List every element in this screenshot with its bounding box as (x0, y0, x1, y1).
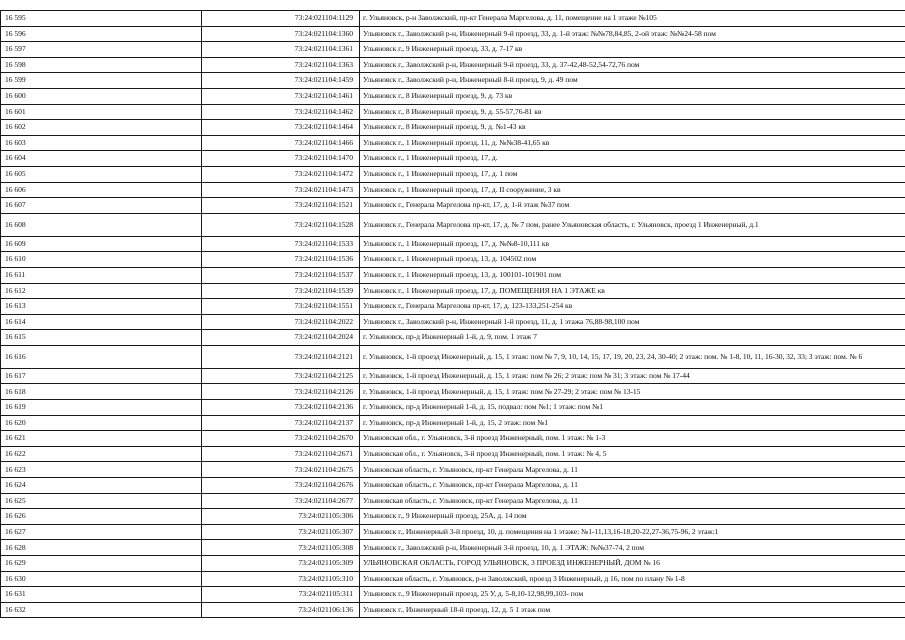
row-number-cell: 16 612 (1, 283, 202, 299)
address-cell: Ульяновская обл., г. Ульяновск, 3-й проезд Инженерный, пом. 1 этаж: № 1-3 (360, 431, 905, 447)
cadastral-number-cell: 73:24:021104:1528 (202, 213, 360, 236)
address-cell: г. Ульяновск, пр-д Инженерный 1-й, д. 15, 2 этаж: пом №1 (360, 415, 905, 431)
table-row (1, 400, 905, 416)
cadastral-number-cell: 73:24:021104:1361 (202, 42, 360, 58)
address-cell: Ульяновск г., 1 Инженерный проезд, 17, д. (360, 151, 905, 167)
address-cell: Ульяновск г., 1 Инженерный проезд, 13, д. 104502 пом (360, 252, 905, 268)
row-number-cell: 16 622 (1, 446, 202, 462)
cadastral-number-cell: 73:24:021104:1536 (202, 252, 360, 268)
table-row (1, 540, 905, 556)
cadastral-number-cell: 73:24:021104:1533 (202, 236, 360, 252)
row-number-cell: 16 620 (1, 415, 202, 431)
row-number-cell: 16 608 (1, 213, 202, 236)
cadastral-number-cell: 73:24:021104:1129 (202, 11, 360, 27)
table-row (1, 26, 905, 42)
cadastral-number-cell: 73:24:021105:311 (202, 587, 360, 603)
table-row (1, 509, 905, 525)
address-cell: Ульяновск г., Заволжский р-н, Инженерный 8-й проезд, 9, д. 49 пом (360, 73, 905, 89)
row-number-cell: 16 602 (1, 120, 202, 136)
table-row (1, 368, 905, 384)
address-cell: Ульяновская область, г. Ульяновск, пр-кт Генерала Маргелова, д. 11 (360, 478, 905, 494)
row-number-cell: 16 626 (1, 509, 202, 525)
table-row (1, 384, 905, 400)
row-number-cell: 16 611 (1, 267, 202, 283)
cadastral-number-cell: 73:24:021104:1521 (202, 198, 360, 214)
cadastral-number-cell: 73:24:021104:1360 (202, 26, 360, 42)
address-cell: Ульяновская обл., г. Ульяновск, 3-й проезд Инженерный, пом. 1 этаж: № 4, 5 (360, 446, 905, 462)
address-cell: Ульяновск г., 1 Инженерный проезд, 13, д. 100101-101901 пом (360, 267, 905, 283)
row-number-cell: 16 621 (1, 431, 202, 447)
row-number-cell: 16 610 (1, 252, 202, 268)
address-cell: Ульяновск г., Заволжский р-н, Инженерный 9-й проезд, 33, д. 37-42,48-52,54-72,76 пом (360, 57, 905, 73)
row-number-cell: 16 595 (1, 11, 202, 27)
table-row (1, 267, 905, 283)
cadastral-number-cell: 73:24:021104:2126 (202, 384, 360, 400)
cadastral-number-cell: 73:24:021104:1473 (202, 182, 360, 198)
address-cell: г. Ульяновск, 1-й проезд Инженерный, д. 15, 1 этаж: пом № 26; 2 этаж: пом № 31; 3 этаж: пом № 17-44 (360, 368, 905, 384)
address-cell: Ульяновск г., Заволжский р-н, Инженерный 3-й проезд, 10, д. 1 ЭТАЖ: №№37-74, 2 пом (360, 540, 905, 556)
row-number-cell: 16 613 (1, 299, 202, 315)
cadastral-number-cell: 73:24:021104:1472 (202, 166, 360, 182)
cadastral-number-cell: 73:24:021104:2670 (202, 431, 360, 447)
table-row (1, 446, 905, 462)
address-cell: Ульяновск г., 1 Инженерный проезд, 17, д. ПОМЕЩЕНИЯ НА 1 ЭТАЖЕ кв (360, 283, 905, 299)
cadastral-number-cell: 73:24:021105:310 (202, 571, 360, 587)
table-row (1, 556, 905, 572)
cadastral-number-cell: 73:24:021105:307 (202, 524, 360, 540)
cadastral-number-cell: 73:24:021104:2677 (202, 493, 360, 509)
row-number-cell: 16 628 (1, 540, 202, 556)
row-number-cell: 16 632 (1, 602, 202, 618)
row-number-cell: 16 614 (1, 314, 202, 330)
address-cell: Ульяновская область, г. Ульяновск, р-н Заволжский, проезд 3 Инженерный, д 16, пом по плану № 1-8 (360, 571, 905, 587)
cadastral-number-cell: 73:24:021104:1551 (202, 299, 360, 315)
table-row (1, 151, 905, 167)
table-row (1, 135, 905, 151)
address-cell: г. Ульяновск, пр-д Инженерный 1-й, д. 15, подвал: пом №1; 1 этаж: пом №1 (360, 400, 905, 416)
row-number-cell: 16 597 (1, 42, 202, 58)
cadastral-number-cell: 73:24:021105:306 (202, 509, 360, 525)
row-number-cell: 16 627 (1, 524, 202, 540)
address-cell: Ульяновск г., 1 Инженерный проезд, 17, д. №№8-10,111 кв (360, 236, 905, 252)
address-cell: Ульяновск г., 9 Инженерный проезд, 33, д. 7-17 кв (360, 42, 905, 58)
row-number-cell: 16 630 (1, 571, 202, 587)
cadastral-number-cell: 73:24:021104:1537 (202, 267, 360, 283)
table-row (1, 11, 905, 27)
address-cell: Ульяновск г., 1 Инженерный проезд, 11, д. №№38-41,65 кв (360, 135, 905, 151)
address-cell: г. Ульяновск, 1-й проезд Инженерный, д. 15, 1 этаж: пом № 27-29; 2 этаж: пом № 13-15 (360, 384, 905, 400)
address-cell: г. Ульяновск, пр-д Инженерный 1-й, д. 9, пом. 1 этаж 7 (360, 330, 905, 346)
table-row (1, 166, 905, 182)
row-number-cell: 16 629 (1, 556, 202, 572)
table-row (1, 42, 905, 58)
address-cell: Ульяновская область, г. Ульяновск, пр-кт Генерала Маргелова, д. 11 (360, 462, 905, 478)
row-number-cell: 16 619 (1, 400, 202, 416)
table-row (1, 524, 905, 540)
cadastral-number-cell: 73:24:021104:2136 (202, 400, 360, 416)
row-number-cell: 16 603 (1, 135, 202, 151)
cadastral-number-cell: 73:24:021104:2121 (202, 345, 360, 368)
cadastral-number-cell: 73:24:021104:1462 (202, 104, 360, 120)
address-cell: Ульяновск г., Генерала Маргелова пр-кт, 17, д. № 7 пом, ранее Ульяновская область, г. Ульяновск, проезд 1 Инженерный, д.1 (360, 213, 905, 236)
table-row (1, 415, 905, 431)
cadastral-number-cell: 73:24:021104:2671 (202, 446, 360, 462)
table-row (1, 120, 905, 136)
cadastral-number-cell: 73:24:021104:1464 (202, 120, 360, 136)
cadastral-number-cell: 73:24:021104:2024 (202, 330, 360, 346)
row-number-cell: 16 600 (1, 88, 202, 104)
address-cell: Ульяновск г., 8 Инженерный проезд, 9, д. №1-43 кв (360, 120, 905, 136)
table-row (1, 493, 905, 509)
row-number-cell: 16 631 (1, 587, 202, 603)
address-cell: Ульяновск г., Генерала Маргелова пр-кт, 17, д. 123-133,251-254 кв (360, 299, 905, 315)
row-number-cell: 16 617 (1, 368, 202, 384)
table-row (1, 602, 905, 618)
cadastral-number-cell: 73:24:021104:2022 (202, 314, 360, 330)
document-page (0, 10, 905, 618)
row-number-cell: 16 616 (1, 345, 202, 368)
row-number-cell: 16 609 (1, 236, 202, 252)
cadastral-number-cell: 73:24:021104:2675 (202, 462, 360, 478)
address-cell: Ульяновск г., 8 Инженерный проезд, 9, д. 55-57,76-81 кв (360, 104, 905, 120)
table-row (1, 213, 905, 236)
table-row (1, 345, 905, 368)
cadastral-number-cell: 73:24:021104:2676 (202, 478, 360, 494)
cadastral-number-cell: 73:24:021104:2137 (202, 415, 360, 431)
row-number-cell: 16 618 (1, 384, 202, 400)
row-number-cell: 16 624 (1, 478, 202, 494)
cadastral-number-cell: 73:24:021106:136 (202, 602, 360, 618)
address-cell: Ульяновск г., Заволжский р-н, Инженерный 9-й проезд, 33, д. 1-й этаж: №№78,84,85, 2-ой этаж: №№24-58 пом (360, 26, 905, 42)
table-row (1, 330, 905, 346)
cadastral-number-cell: 73:24:021104:1539 (202, 283, 360, 299)
table-body (1, 11, 905, 618)
table-row (1, 478, 905, 494)
row-number-cell: 16 598 (1, 57, 202, 73)
address-cell: Ульяновск г., 1 Инженерный проезд, 17, д. 1 пом (360, 166, 905, 182)
row-number-cell: 16 615 (1, 330, 202, 346)
address-cell: Ульяновск г., 1 Инженерный проезд, 17, д. II сооружение, 3 кв (360, 182, 905, 198)
table-row (1, 283, 905, 299)
table-row (1, 88, 905, 104)
cadastral-number-cell: 73:24:021104:1461 (202, 88, 360, 104)
address-cell: Ульяновск г., 9 Инженерный проезд, 25А, д. 14 пом (360, 509, 905, 525)
address-cell: г. Ульяновск, р-н Заволжский, пр-кт Генерала Маргелова, д. 11, помещение на 1 этаже №105 (360, 11, 905, 27)
row-number-cell: 16 596 (1, 26, 202, 42)
row-number-cell: 16 625 (1, 493, 202, 509)
address-cell: Ульяновск г., 8 Инженерный проезд, 9, д. 73 кв (360, 88, 905, 104)
table-row (1, 571, 905, 587)
table-row (1, 57, 905, 73)
address-cell: Ульяновск г., Генерала Маргелова пр-кт, 17, д. 1-й этаж №37 пом (360, 198, 905, 214)
cadastral-number-cell: 73:24:021105:308 (202, 540, 360, 556)
cadastral-number-cell: 73:24:021104:1459 (202, 73, 360, 89)
row-number-cell: 16 604 (1, 151, 202, 167)
address-cell: Ульяновск г., Инженерный 3-й проезд, 10, д. помещения на 1 этаже: №1-11,13,16-18,20-22,27-36,75-96, 2 этаж:1 (360, 524, 905, 540)
table-row (1, 198, 905, 214)
row-number-cell: 16 601 (1, 104, 202, 120)
table-row (1, 104, 905, 120)
address-cell: Ульяновск г., 9 Инженерный проезд, 25 У, д. 5-8,10-12,98,99,103- пом (360, 587, 905, 603)
table-row (1, 314, 905, 330)
cadastral-number-cell: 73:24:021104:1470 (202, 151, 360, 167)
address-cell: г. Ульяновск, 1-й проезд Инженерный, д. 15, 1 этаж: пом № 7, 9, 10, 14, 15, 17, 19, 20, 23, 24, 30-40; 2 этаж: пом. № 1-8, 10, 11, 16-30, 32, 33; 3 этаж: пом. № 6 (360, 345, 905, 368)
table-row (1, 431, 905, 447)
cadastral-number-cell: 73:24:021104:1363 (202, 57, 360, 73)
table-row (1, 73, 905, 89)
cadastral-number-cell: 73:24:021104:1466 (202, 135, 360, 151)
table-row (1, 299, 905, 315)
table-row (1, 182, 905, 198)
row-number-cell: 16 607 (1, 198, 202, 214)
property-registry-table (0, 10, 905, 618)
table-row (1, 462, 905, 478)
address-cell: УЛЬЯНОВСКАЯ ОБЛАСТЬ, ГОРОД УЛЬЯНОВСК, 3 ПРОЕЗД ИНЖЕНЕРНЫЙ, ДОМ № 16 (360, 556, 905, 572)
table-row (1, 587, 905, 603)
cadastral-number-cell: 73:24:021104:2125 (202, 368, 360, 384)
row-number-cell: 16 606 (1, 182, 202, 198)
cadastral-number-cell: 73:24:021105:309 (202, 556, 360, 572)
row-number-cell: 16 623 (1, 462, 202, 478)
row-number-cell: 16 605 (1, 166, 202, 182)
address-cell: Ульяновск г., Инженерный 18-й проезд, 12, д. 5 1 этаж пом (360, 602, 905, 618)
table-row (1, 236, 905, 252)
address-cell: Ульяновская область, г. Ульяновск, пр-кт Генерала Маргелова, д. 11 (360, 493, 905, 509)
row-number-cell: 16 599 (1, 73, 202, 89)
address-cell: Ульяновск г., Заволжский р-н, Инженерный 1-й проезд, 11, д. 1 этажа 76,88-98,100 пом (360, 314, 905, 330)
table-row (1, 252, 905, 268)
